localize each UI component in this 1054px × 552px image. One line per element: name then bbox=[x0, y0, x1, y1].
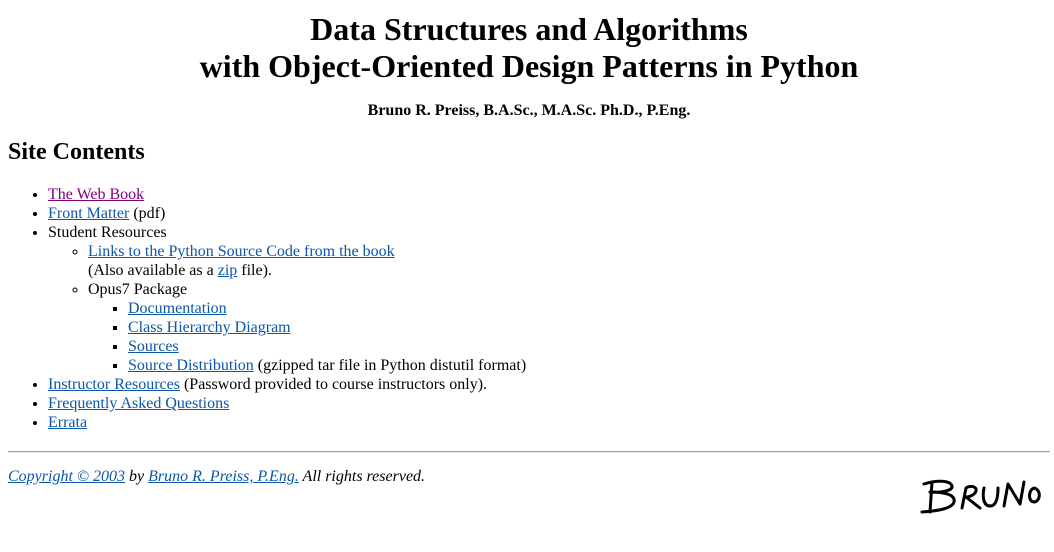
signature-image bbox=[916, 462, 1046, 518]
zip-note-prefix: (Also available as a bbox=[88, 262, 218, 279]
zip-link[interactable]: zip bbox=[217, 262, 238, 279]
documentation-link[interactable]: Documentation bbox=[128, 300, 227, 317]
source-distribution-link[interactable]: Source Distribution bbox=[128, 357, 254, 374]
instructor-note: (Password provided to course instructors only). bbox=[183, 376, 488, 393]
errata-link[interactable]: Errata bbox=[48, 414, 88, 431]
list-item-web-book bbox=[48, 185, 526, 204]
page-title bbox=[0, 11, 1054, 85]
copyright-footer bbox=[8, 467, 425, 486]
list-item-sources bbox=[128, 337, 526, 356]
list-item-student-resources bbox=[48, 223, 526, 375]
class-hierarchy-link[interactable]: Class Hierarchy Diagram bbox=[128, 319, 291, 336]
front-matter-link[interactable]: Front Matter bbox=[48, 205, 130, 222]
author-link[interactable]: Bruno R. Preiss, P.Eng. bbox=[148, 468, 299, 485]
list-item-source-links bbox=[88, 242, 526, 280]
list-item-instructor-resources bbox=[48, 375, 526, 394]
list-item-front-matter bbox=[48, 204, 526, 223]
site-contents-list bbox=[48, 185, 526, 432]
instructor-resources-link[interactable]: Instructor Resources bbox=[48, 376, 180, 393]
footer-rights: All rights reserved. bbox=[298, 468, 426, 485]
student-resources-list bbox=[88, 242, 526, 375]
list-item-errata bbox=[48, 413, 526, 432]
footer-by: by bbox=[125, 468, 149, 485]
title-line-1: Data Structures and Algorithms bbox=[310, 11, 748, 47]
zip-note bbox=[88, 261, 526, 280]
title-line-2: with Object-Oriented Design Patterns in Python bbox=[199, 48, 859, 84]
site-contents-heading: Site Contents bbox=[8, 139, 145, 165]
list-item-class-hierarchy bbox=[128, 318, 526, 337]
list-item-opus7 bbox=[88, 280, 526, 375]
author-credit: Bruno R. Preiss, B.A.Sc., M.A.Sc. Ph.D., P.Eng. bbox=[367, 102, 691, 119]
sources-link[interactable]: Sources bbox=[128, 338, 179, 355]
list-item-faq bbox=[48, 394, 526, 413]
zip-note-suffix: file). bbox=[237, 262, 272, 279]
source-code-link[interactable]: Links to the Python Source Code from the book bbox=[88, 243, 395, 260]
list-item-source-distribution bbox=[128, 356, 526, 375]
copyright-link[interactable]: Copyright © 2003 bbox=[8, 468, 126, 485]
faq-link[interactable]: Frequently Asked Questions bbox=[48, 395, 230, 412]
front-matter-note: (pdf) bbox=[133, 205, 166, 222]
opus7-list bbox=[128, 299, 526, 375]
opus7-label: Opus7 Package bbox=[88, 281, 188, 298]
footer-divider bbox=[8, 451, 1050, 453]
source-distribution-note: (gzipped tar file in Python distutil format) bbox=[257, 357, 527, 374]
list-item-documentation bbox=[128, 299, 526, 318]
web-book-link[interactable]: The Web Book bbox=[48, 186, 145, 203]
student-resources-label: Student Resources bbox=[48, 224, 167, 241]
